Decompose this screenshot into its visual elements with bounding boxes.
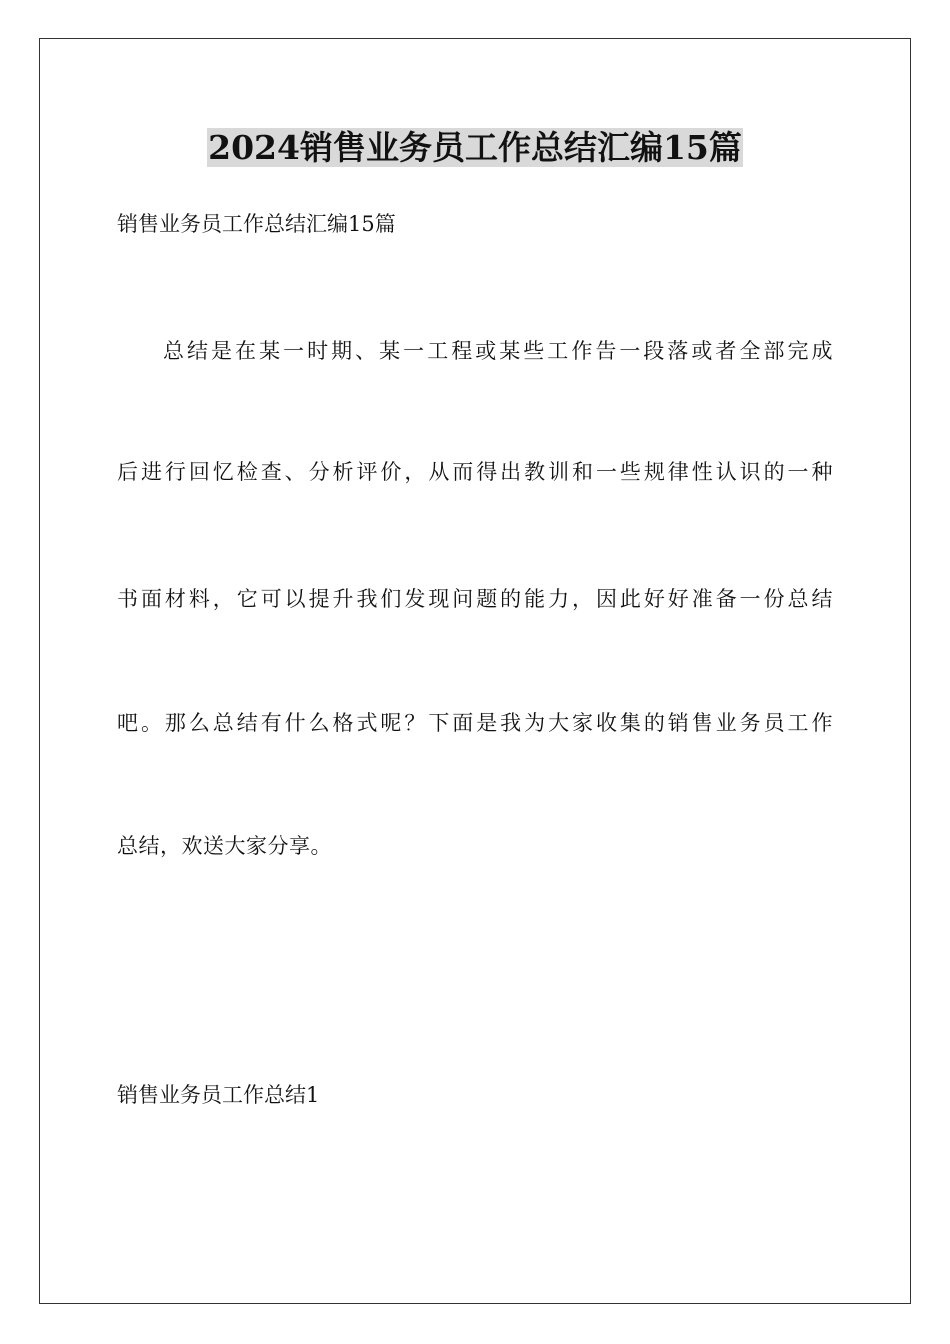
- intro-paragraph-line-5: 总结，欢送大家分享。: [117, 834, 332, 858]
- intro-paragraph-line-2: 后进行回忆检查、分析评价，从而得出教训和一些规律性认识的一种: [117, 460, 833, 484]
- document-subtitle: 销售业务员工作总结汇编15篇: [117, 212, 396, 236]
- intro-paragraph-line-4: 吧。那么总结有什么格式呢？下面是我为大家收集的销售业务员工作: [117, 711, 833, 735]
- document-title-text: 2024销售业务员工作总结汇编15篇: [208, 128, 742, 167]
- intro-paragraph-line-3: 书面材料，它可以提升我们发现问题的能力，因此好好准备一份总结: [117, 587, 833, 611]
- section-heading: 销售业务员工作总结1: [117, 1083, 320, 1107]
- document-title: [0, 126, 950, 170]
- intro-paragraph-line-1: 总结是在某一时期、某一工程或某些工作告一段落或者全部完成: [163, 339, 833, 363]
